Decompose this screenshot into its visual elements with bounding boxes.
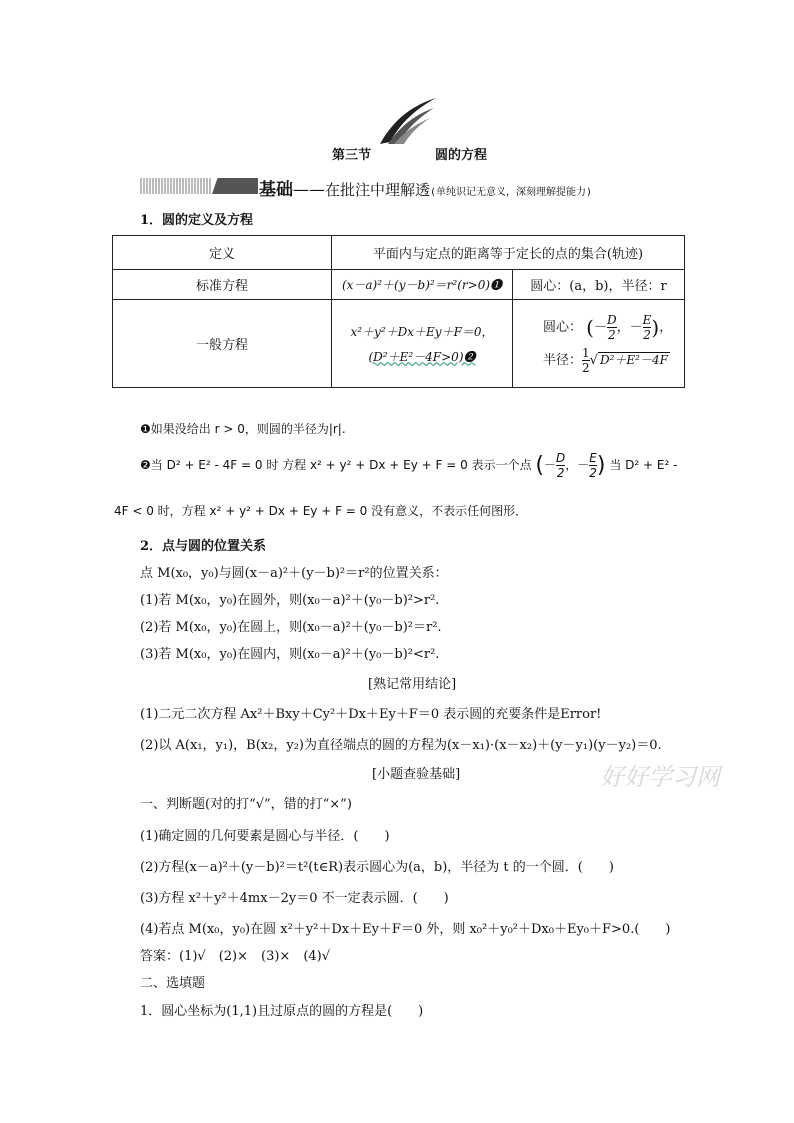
- question-1: (1)确定圆的几何要素是圆心与半径．( ): [140, 829, 390, 844]
- position-item-3: (3)若 M(x₀，y₀)在圆内，则(x₀－a)²＋(y₀－b)²<r².: [140, 647, 440, 662]
- conclusion-2: (2)以 A(x₁，y₁)，B(x₂，y₂)为直径端点的圆的方程为(x－x₁)·(x－x₂)＋(y－y₁)(y－y₂)＝0.: [140, 738, 662, 753]
- center-label: 圆心：: [543, 319, 583, 335]
- table-cell: 一般方程: [113, 300, 332, 388]
- question-2: (2)方程(x－a)²＋(y－b)²＝t²(t∈R)表示圆心为(a，b)，半径为 t 的一个圆．( ): [140, 860, 614, 875]
- quiz-section-1: 一、判断题(对的打“√”，错的打“×”): [140, 797, 352, 812]
- fraction: $\frac{E}{2}$: [642, 312, 652, 342]
- table-cell: 定义: [113, 236, 332, 270]
- note-2-text-b: 当 D² + E² -: [609, 458, 678, 472]
- definition-table: [112, 235, 685, 388]
- question-3: (3)方程 x²＋y²＋4mx－2y＝0 不一定表示圆．( ): [140, 891, 449, 906]
- note-2-line2: 4F < 0 时，方程 x² + y² + Dx + Ey + F = 0 没有意义，不表示任何图形．: [114, 504, 528, 518]
- fraction: $\frac{E}{2}$: [589, 451, 597, 480]
- heading-definition: 1．圆的定义及方程: [140, 213, 254, 228]
- general-equation: x²＋y²＋Dx＋Ey＋F＝0，: [350, 324, 494, 339]
- radius-formula: 半径： $\frac{1}{2}$ √ D²＋E²－4F: [543, 345, 668, 375]
- general-condition: (D²＋E²－4F>0)❷: [368, 349, 476, 364]
- watermark: 好好学习网: [600, 763, 720, 791]
- conclusion-1: (1)二元二次方程 Ax²＋Bxy＋Cy²＋Dx＋Ey＋F＝0 表示圆的充要条件是Error!: [140, 707, 602, 722]
- position-item-1: (1)若 M(x₀，y₀)在圆外，则(x₀－a)²＋(y₀－b)²>r².: [140, 593, 440, 608]
- heading-position: 2．点与圆的位置关系: [140, 539, 267, 554]
- banner-main: 基础: [259, 180, 293, 200]
- note-1: ❶如果没给出 r > 0，则圆的半径为|r|.: [140, 422, 346, 436]
- fraction: $\frac{D}{2}$: [606, 312, 617, 342]
- table-cell: 标准方程: [113, 270, 332, 300]
- banner-stripe: [140, 178, 212, 194]
- banner-bar: [212, 178, 258, 194]
- table-cell: [513, 300, 685, 388]
- table-cell: (x－a)²＋(y－b)²＝r²(r>0)❶: [332, 270, 513, 300]
- section-label: 第三节: [332, 148, 372, 163]
- banner-dash: ——: [293, 180, 325, 199]
- swoosh-logo: [378, 96, 438, 146]
- position-intro: 点 M(x₀，y₀)与圆(x－a)²＋(y－b)²＝r²的位置关系：: [140, 566, 448, 581]
- question-4: (4)若点 M(x₀，y₀)在圆 x²＋y²＋Dx＋Ey＋F＝0 外，则 x₀²＋y₀²＋Dx₀＋Ey₀＋F>0.( ): [140, 922, 671, 937]
- section-title: 圆的方程: [435, 148, 488, 163]
- table-cell: 平面内与定点的距离等于定长的点的集合(轨迹): [332, 236, 685, 270]
- note-2-text-a: ❷当 D² + E² - 4F = 0 时 方程 x² + y² + Dx + Ey + F = 0 表示一个点: [140, 458, 532, 472]
- center-formula: 圆心： (－ $\frac{D}{2}$ ，－ $\frac{E}{2}$ )，: [543, 312, 673, 342]
- banner-text: [259, 175, 592, 200]
- banner-sub: 在批注中理解透: [325, 181, 431, 199]
- position-item-2: (2)若 M(x₀，y₀)在圆上，则(x₀－a)²＋(y₀－b)²＝r².: [140, 620, 442, 635]
- table-cell: 圆心：(a，b)，半径：r: [513, 270, 685, 300]
- note-2-line1: ❷当 D² + E² - 4F = 0 时 方程 x² + y² + Dx + Ey + F = 0 表示一个点 (－ $\frac{D}{2}$ ，－ $\frac{E}{2}$ ) 当 D² + E² -: [140, 451, 678, 480]
- table-cell: [332, 300, 513, 388]
- quiz-title: [小题查验基础]: [372, 767, 461, 782]
- conclusions-title: [熟记常用结论]: [368, 677, 457, 692]
- answer-line: 答案：(1)√ (2)× (3)× (4)√: [140, 949, 331, 964]
- choice-question-1: 1．圆心坐标为(1,1)且过原点的圆的方程是( ): [140, 1004, 424, 1019]
- fraction: $\frac{1}{2}$: [582, 345, 590, 375]
- quiz-section-2: 二、选填题: [140, 976, 206, 991]
- sqrt-expression: D²＋E²－4F: [599, 352, 668, 367]
- fraction: $\frac{D}{2}$: [556, 451, 566, 480]
- radius-label: 半径：: [543, 352, 583, 368]
- banner-note: (单纯识记无意义，深刻理解提能力): [430, 187, 593, 198]
